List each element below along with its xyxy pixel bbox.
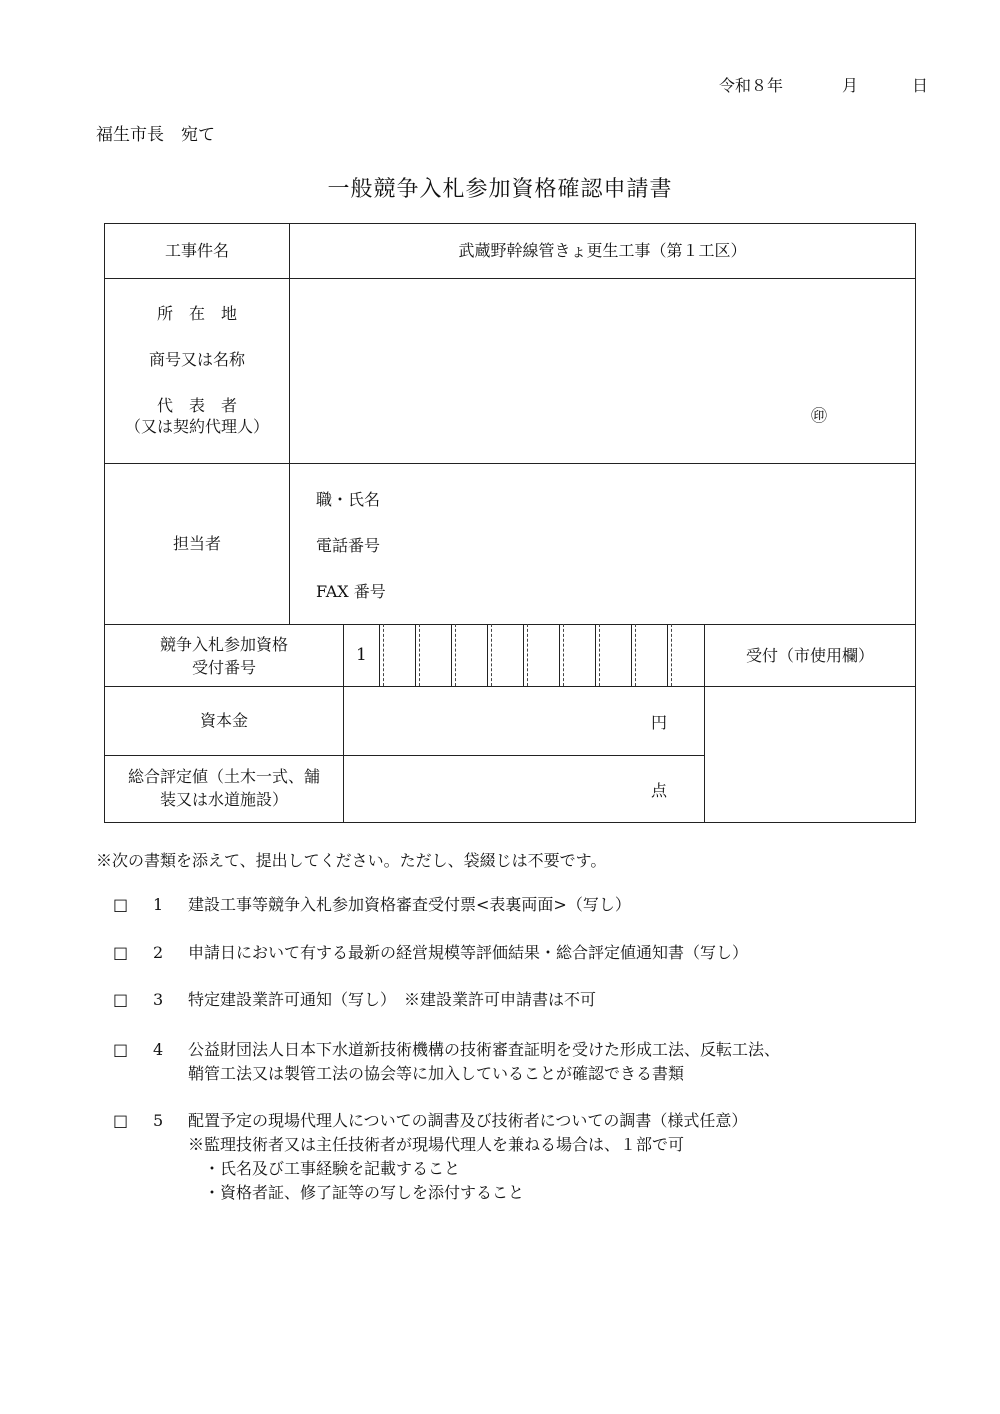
capital-label: 資本金 xyxy=(199,711,248,730)
attachment-note: ※監理技術者又は主任技術者が現場代理人を兼ねる場合は、１部で可 xyxy=(188,1135,685,1154)
checkbox-icon[interactable]: □ xyxy=(113,990,129,1009)
score-label-line2: 装又は水道施設） xyxy=(159,790,288,809)
seal-mark: ㊞ xyxy=(810,406,827,425)
qualification-label-line2: 受付番号 xyxy=(191,658,256,677)
attachment-text-continued: 鞘管工法又は製管工法の協会等に加入していることが確認できる書類 xyxy=(188,1064,685,1083)
attachment-number: 3 xyxy=(153,990,164,1009)
date-day: 日 xyxy=(912,76,929,95)
contact-phone-label: 電話番号 xyxy=(316,536,381,555)
checkbox-icon[interactable]: □ xyxy=(113,943,129,962)
attachment-subnote: ・資格者証、修了証等の写しを添付すること xyxy=(188,1183,525,1202)
attachment-number: 2 xyxy=(153,943,164,962)
attachment-subnote: ・氏名及び工事経験を記載すること xyxy=(188,1159,461,1178)
attachment-number: 4 xyxy=(153,1040,164,1059)
representative-label: 代 表 者 xyxy=(156,396,237,415)
attachment-text: 特定建設業許可通知（写し） ※建設業許可申請書は不可 xyxy=(188,990,597,1009)
qualification-label-line1: 競争入札参加資格 xyxy=(159,635,288,654)
contact-name-label: 職・氏名 xyxy=(316,490,381,509)
project-name-label: 工事件名 xyxy=(164,241,229,260)
attachment-number: 1 xyxy=(153,895,164,914)
checkbox-icon[interactable]: □ xyxy=(113,1040,129,1059)
capital-unit: 円 xyxy=(651,713,668,732)
attachments-heading: ※次の書類を添えて、提出してください。ただし、袋綴じは不要です。 xyxy=(96,851,607,870)
contact-person-label: 担当者 xyxy=(172,534,221,553)
attachment-number: 5 xyxy=(153,1111,164,1130)
reception-label: 受付（市使用欄） xyxy=(745,645,874,665)
addressee: 福生市長 宛て xyxy=(96,125,215,145)
contact-fax-label: FAX 番号 xyxy=(316,582,386,601)
checkbox-icon[interactable]: □ xyxy=(113,1111,129,1130)
checkbox-icon[interactable]: □ xyxy=(113,895,129,914)
reception-number-first-digit: 1 xyxy=(356,645,367,665)
score-label-line1: 総合評定値（土木一式、舗 xyxy=(127,767,320,786)
date-era-year: 令和８年 xyxy=(719,76,784,95)
document-title: 一般競争入札参加資格確認申請書 xyxy=(327,177,673,202)
date-month: 月 xyxy=(842,76,859,95)
score-unit: 点 xyxy=(651,781,668,800)
company-name-label: 商号又は名称 xyxy=(148,350,245,369)
project-name-value: 武蔵野幹線管きょ更生工事（第１工区） xyxy=(458,241,747,260)
address-label: 所 在 地 xyxy=(156,304,237,323)
attachment-text: 公益財団法人日本下水道新技術機構の技術審査証明を受けた形成工法、反転工法、 xyxy=(188,1040,781,1059)
attachment-text: 建設工事等競争入札参加資格審査受付票<表裏両面>（写し） xyxy=(188,895,631,914)
attachment-text: 配置予定の現場代理人についての調書及び技術者についての調書（様式任意） xyxy=(188,1111,748,1130)
representative-sub-label: （又は契約代理人） xyxy=(124,417,269,436)
attachment-text: 申請日において有する最新の経営規模等評価結果・総合評定値通知書（写し） xyxy=(188,943,749,962)
